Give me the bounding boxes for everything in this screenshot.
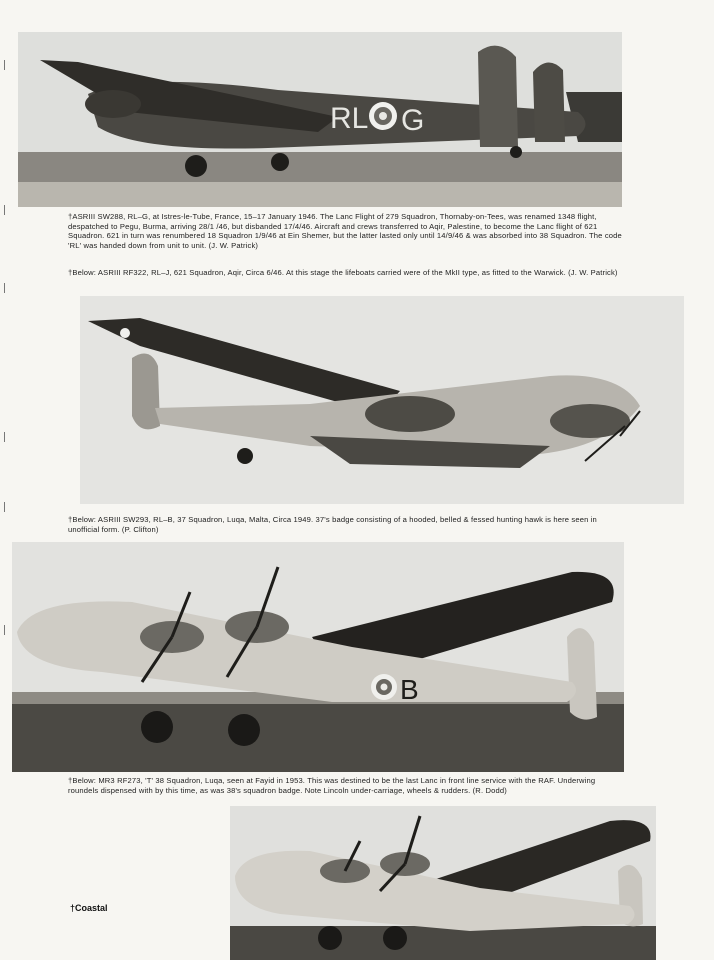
margin-mark: [4, 625, 8, 635]
margin-mark: [4, 502, 8, 512]
caption-2: †Below: ASRIII RF322, RL–J, 621 Squadron, Aqir, Circa 6/46. At this stage the lifeboats carried were of the MkII type, as fitted to the Warwick. (J. W. Patrick): [68, 268, 618, 277]
margin-mark: [4, 283, 8, 293]
margin-mark: [4, 205, 8, 215]
caption-4: †Below: MR3 RF273, 'T' 38 Squadron, Luqa, seen at Fayid in 1953. This was destined to be the last Lanc in front line service with the RAF. Underwing roundels dispensed with by this time, as was 38's squadron badge. Note Lincoln under-carriage, wheels & rudders. (R. Dodd): [68, 776, 596, 795]
margin-mark: [4, 432, 8, 442]
aircraft-code-right: B: [400, 674, 419, 705]
photo-lancaster-rf273: [230, 806, 656, 960]
aircraft-code-right: G: [401, 104, 425, 137]
section-label: †Coastal: [70, 903, 108, 913]
photo-lancaster-rf322: [80, 296, 684, 504]
margin-mark: [4, 60, 8, 70]
aircraft-code-left: RL: [330, 102, 369, 135]
caption-3: †Below: ASRIII SW293, RL–B, 37 Squadron, Luqa, Malta, Circa 1949. 37's badge consisting of a hooded, belled & fessed hunting hawk is here seen in unofficial form. (P. Clifton): [68, 515, 597, 534]
photo-lancaster-sw293: [12, 542, 624, 772]
photo-lancaster-sw288: [18, 32, 622, 207]
caption-1: †ASRIII SW288, RL–G, at Istres-le-Tube, France, 15–17 January 1946. The Lanc Flight of 279 Squadron, Thornaby-on-Tees, was renamed 1348 flight, despatched to Pegu, Burma, arriving 28/1 /46, but disbanded 17/4/46. Aircraft and crews transferred to Aqir, Palestine, to become the Lanc flight of 621 Squadron. 621 in turn was renumbered 18 Squadron 1/9/46 at Ein Shemer, but the latter lasted only until 14/9/46 & was absorbed into 38 Squadron. The code 'RL' was handed down from unit to unit. (J. W. Patrick): [68, 212, 622, 250]
